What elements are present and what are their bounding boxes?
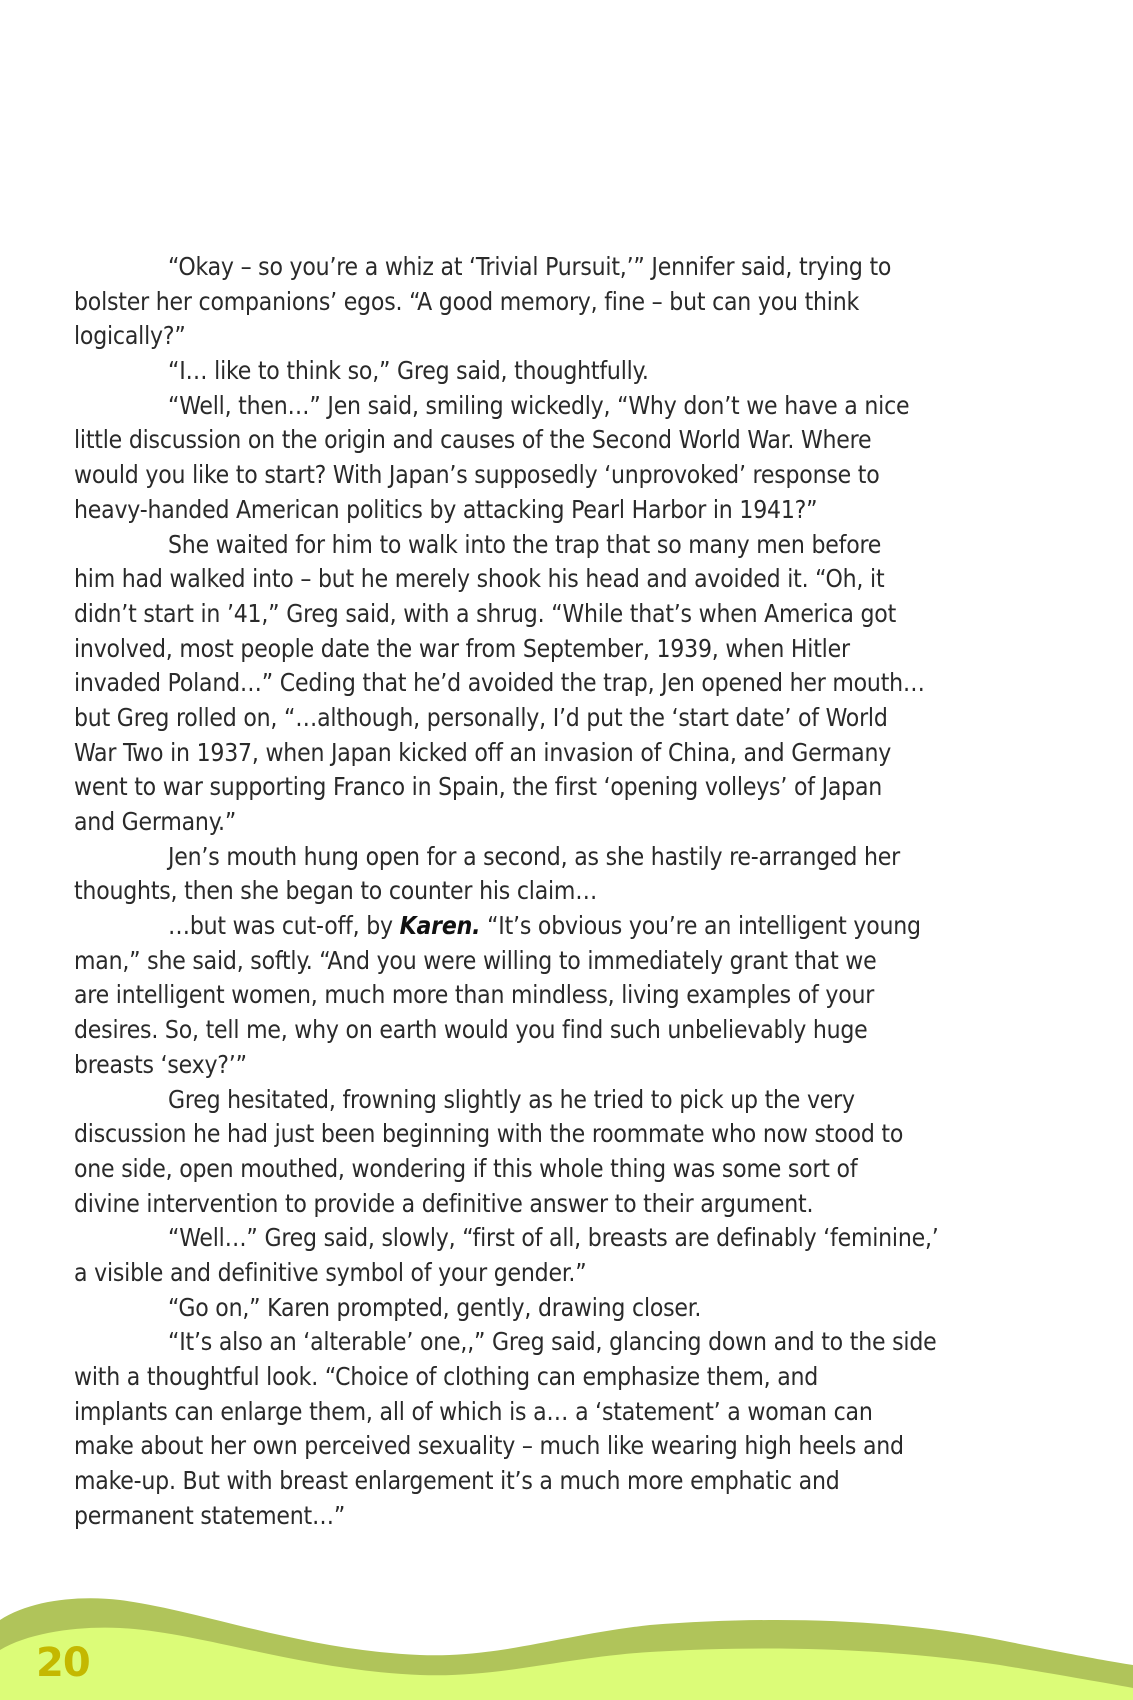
text-line: “It’s also an ‘alterable’ one,,” Greg said, glancing down and to the side xyxy=(168,1327,937,1357)
text-line: “Go on,” Karen prompted, gently, drawing closer. xyxy=(168,1292,702,1322)
text-line: bolster her companions’ egos. “A good memory, fine – but can you think xyxy=(74,286,860,316)
body-text xyxy=(74,250,1084,1533)
text-line: didn’t start in ’41,” Greg said, with a shrug. “While that’s when America got xyxy=(74,598,897,628)
text-line: permanent statement…” xyxy=(74,1500,346,1530)
page-number: 20 xyxy=(36,1640,90,1686)
text-line: man,” she said, softly. “And you were willing to immediately grant that we xyxy=(74,945,877,975)
text-line: implants can enlarge them, all of which is a… a ‘statement’ a woman can xyxy=(74,1396,873,1426)
text-line: “Well, then…” Jen said, smiling wickedly, “Why don’t we have a nice xyxy=(168,390,910,420)
text-line: make-up. But with breast enlargement it’s a much more emphatic and xyxy=(74,1466,840,1496)
text-line: a visible and definitive symbol of your gender.” xyxy=(74,1257,587,1287)
text-line: little discussion on the origin and causes of the Second World War. Where xyxy=(74,425,872,455)
text-line: involved, most people date the war from September, 1939, when Hitler xyxy=(74,633,850,663)
text-line: invaded Poland…” Ceding that he’d avoided the trap, Jen opened her mouth… xyxy=(74,668,925,698)
text-line: “Well…” Greg said, slowly, “first of all, breasts are definably ‘feminine,’ xyxy=(168,1223,939,1253)
text-line: heavy-handed American politics by attacking Pearl Harbor in 1941?” xyxy=(74,494,818,524)
page-footer xyxy=(0,1560,1133,1700)
text-line: “Okay – so you’re a whiz at ‘Trivial Pursuit,’” Jennifer said, trying to xyxy=(168,252,892,281)
text-line: logically?” xyxy=(74,321,186,351)
text-line: Jen’s mouth hung open for a second, as she hastily re-arranged her xyxy=(168,841,900,871)
text-line: one side, open mouthed, wondering if this whole thing was some sort of xyxy=(74,1153,858,1183)
text-line: thoughts, then she began to counter his claim… xyxy=(74,876,598,906)
text-segment: …but was cut-off, by xyxy=(168,911,400,941)
wave-decoration-icon xyxy=(0,1560,1133,1700)
text-line: Greg hesitated, frowning slightly as he tried to pick up the very xyxy=(168,1084,855,1114)
text-line: War Two in 1937, when Japan kicked off an invasion of China, and Germany xyxy=(74,737,892,767)
text-line: divine intervention to provide a definitive answer to their argument. xyxy=(74,1188,814,1218)
text-line: went to war supporting Franco in Spain, the first ‘opening volleys’ of Japan xyxy=(74,772,883,802)
text-line: desires. So, tell me, why on earth would you find such unbelievably huge xyxy=(74,1015,868,1045)
text-line: but Greg rolled on, “…although, personally, I’d put the ‘start date’ of World xyxy=(74,702,888,732)
text-line: “I… like to think so,” Greg said, thoughtfully. xyxy=(168,356,649,386)
text-line: discussion he had just been beginning with the roommate who now stood to xyxy=(74,1119,904,1149)
text-line: are intelligent women, much more than mindless, living examples of your xyxy=(74,980,875,1010)
text-line: with a thoughtful look. “Choice of clothing can emphasize them, and xyxy=(74,1362,819,1391)
text-line: make about her own perceived sexuality – much like wearing high heels and xyxy=(74,1431,904,1461)
text-line: would you like to start? With Japan’s supposedly ‘unprovoked’ response to xyxy=(74,460,880,490)
text-line: and Germany.” xyxy=(74,807,237,836)
text-line: him had walked into – but he merely shook his head and avoided it. “Oh, it xyxy=(74,564,885,594)
character-name-emphasis: Karen. xyxy=(399,911,481,941)
text-line: She waited for him to walk into the trap that so many men before xyxy=(168,529,882,559)
text-line: breasts ‘sexy?’” xyxy=(74,1049,247,1079)
text-line xyxy=(74,909,1084,944)
text-segment: “It’s obvious you’re an intelligent young xyxy=(480,911,921,941)
